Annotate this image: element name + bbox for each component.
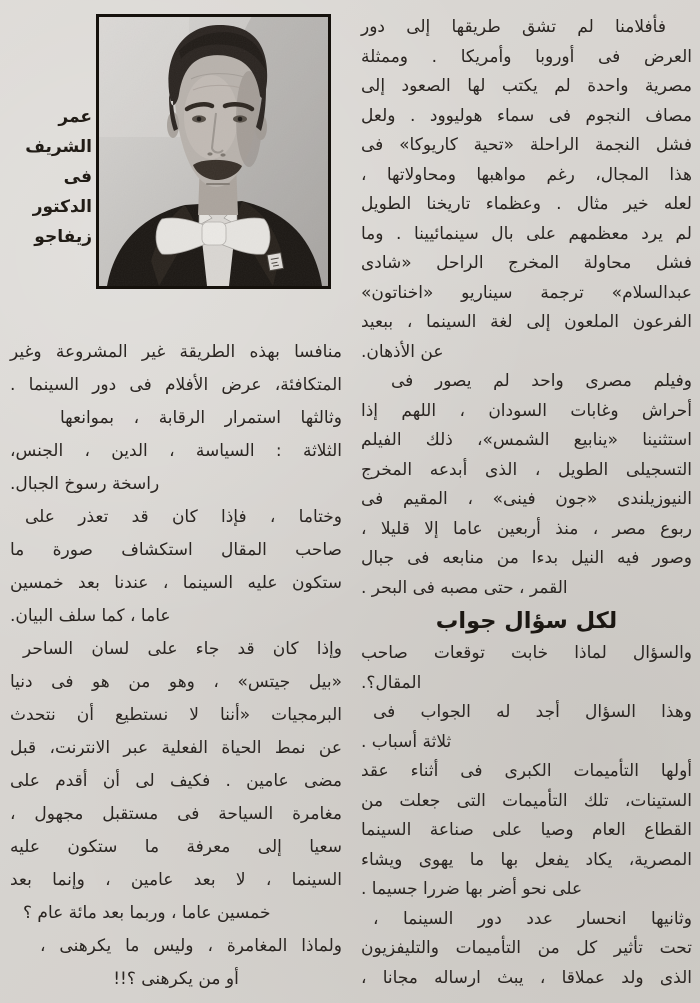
caption-line: زيفاجو: [34, 227, 92, 247]
text-line: أولها التأميمات الكبرى فى أثناء عقد: [361, 761, 692, 781]
text-line: منافسا بهذه الطريقة غير المشروعة وغير: [10, 342, 342, 362]
text-line: النيوزيلندى «جون فينى» ، المقيم فى: [361, 489, 692, 509]
text-line: عاما ، كما سلف البيان.: [10, 606, 171, 626]
text-line: الفرعون الملعون إلى لغة السينما ، ببعيد: [361, 312, 692, 332]
caption-line: الدكتور: [32, 197, 92, 217]
caption-line: الشريف: [25, 137, 92, 157]
text-line: وإذا كان قد جاء على لسان الساحر: [23, 639, 342, 659]
text-line: مصرية واحدة لم يكتب لها الصعود إلى: [361, 76, 692, 96]
text-line: استثنينا «ينابيع الشمس»، ذلك الفيلم: [361, 430, 692, 450]
text-line: سعيا إلى معرفة ما ستكون عليه: [10, 837, 342, 857]
text-line: وصور فيه النيل بدءا من منابعه فى جبال: [361, 548, 692, 568]
text-line: ثلاثة أسباب .: [361, 731, 452, 752]
text-line: أو من يكرهنى ؟!!: [113, 969, 239, 989]
text-line: وهذا السؤال أجد له الجواب فى: [373, 702, 692, 722]
text-line: المقال؟.: [361, 672, 422, 693]
text-line: فشل النجمة الراحلة «تحية كاريوكا» فى: [361, 135, 692, 155]
text-line: فأفلامنا لم تشق طريقها إلى دور: [361, 17, 666, 37]
photo-frame: [96, 14, 331, 289]
text-line: مغامرة السياحة فى مستقبل مجهول ،: [10, 804, 342, 824]
text-line: راسخة رسوخ الجبال.: [10, 474, 160, 494]
text-line: والسؤال لماذا خابت توقعات صاحب: [361, 643, 692, 663]
text-line: عن الأذهان.: [361, 341, 444, 362]
text-line: صاحب المقال استكشاف صورة ما: [10, 540, 342, 560]
text-line: التسجيلى الطويل ، الذى أبدعه المخرج: [361, 459, 692, 480]
photo-caption: [12, 102, 92, 252]
text-line: المصرية، يكاد يفعل بها ما يهوى ويشاء: [361, 849, 692, 870]
portrait-photo: [99, 17, 328, 286]
text-line: ستكون عليه السينما ، عندنا بعد خمسين: [10, 573, 342, 593]
text-line: هذا المجال، رغم مواهبها ومحاولاتها ،: [361, 164, 692, 185]
text-line: فشل محاولة المخرج الراحل «شادى: [361, 253, 692, 273]
left-column: [10, 336, 342, 996]
text-line: القمر ، حتى مصبه فى البحر .: [361, 577, 568, 598]
text-line: وثالثها استمرار الرقابة ، بموانعها: [60, 408, 342, 428]
text-line: وفيلم مصرى واحد لم يصور فى: [391, 371, 692, 391]
text-line: وثانيها انحسار عدد دور السينما ،: [373, 908, 692, 929]
caption-line: عمر: [58, 107, 92, 127]
text-line: العرض فى أوروبا وأمريكا . وممثلة: [361, 46, 692, 67]
text-line: الذى ولد عملاقا ، يبث ارساله مجانا ،: [361, 967, 692, 988]
text-line: الستينات، تلك التأميمات التى جعلت من: [361, 790, 692, 811]
text-line: المتكافئة، عرض الأفلام فى دور السينما .: [10, 375, 342, 395]
text-line: على نحو أضر بها ضررا جسيما .: [361, 879, 583, 899]
text-line: تحت تأثير كل من التأميمات والتليفزيون: [361, 938, 692, 958]
text-line: القطاع العام وصيا على صناعة السينما: [361, 820, 692, 840]
text-line: ولماذا المغامرة ، وليس ما يكرهنى ،: [40, 936, 342, 956]
section-heading: لكل سؤال جواب: [435, 608, 618, 634]
text-line: عبدالسلام» ترجمة سيناريو «اخناتون»: [361, 282, 692, 303]
text-line: ربوع مصر ، منذ أربعين عاما إلا قليلا ،: [361, 518, 692, 539]
right-column: [361, 13, 692, 993]
text-line: لعله خير مثال . وعظماء تاريخنا الطويل: [361, 194, 692, 214]
text-line: خمسين عاما ، وربما بعد مائة عام ؟: [23, 903, 271, 923]
text-line: السينما ، لا بعد عامين ، وإنما بعد: [10, 870, 342, 890]
text-line: الثلاثة : السياسة ، الدين ، الجنس،: [10, 441, 342, 461]
text-line: مصاف النجوم فى سماء هوليوود . ولعل: [361, 105, 692, 126]
text-line: مضى عامين . فكيف لى أن أقدم على: [10, 771, 342, 791]
text-line: البرمجيات «أننا لا نستطيع أن نتحدث: [10, 705, 342, 725]
caption-line: فى: [63, 167, 92, 187]
text-line: «بيل جيتس» ، وهو من هو فى دنيا: [10, 672, 342, 692]
text-line: وختاما ، فإذا كان قد تعذر على: [25, 507, 342, 527]
text-line: لم يرد معظمهم على بال سينمائيينا . وما: [361, 223, 692, 244]
text-line: عن نمط الحياة الفعلية عبر الانترنت، قبل: [10, 738, 342, 758]
text-line: أحراش وغابات السودان ، اللهم إذا: [361, 400, 692, 421]
